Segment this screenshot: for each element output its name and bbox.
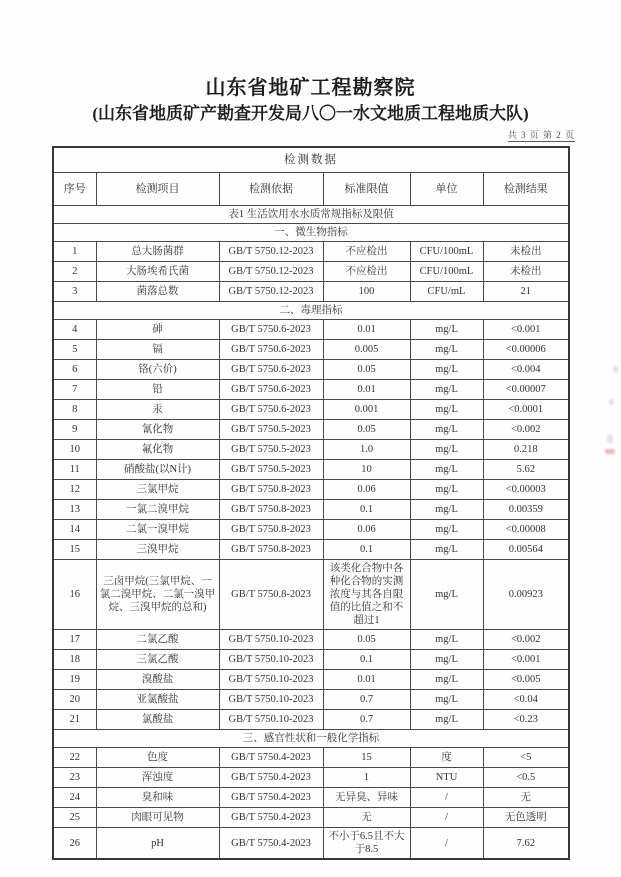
cell-limit: 0.06: [323, 520, 410, 540]
cell-limit: 15: [323, 748, 410, 768]
cell-item: 汞: [96, 400, 219, 420]
cell-no: 10: [53, 440, 96, 460]
cell-method: GB/T 5750.12-2023: [219, 242, 323, 262]
cell-limit: 不应检出: [323, 242, 410, 262]
cell-no: 15: [53, 540, 96, 560]
cell-no: 8: [53, 400, 96, 420]
table-row: [53, 710, 569, 730]
cell-no: 20: [53, 690, 96, 710]
cell-unit: mg/L: [410, 500, 483, 520]
cell-limit: 0.01: [323, 380, 410, 400]
cell-unit: mg/L: [410, 650, 483, 670]
table-subtitle: 表1 生活饮用水水质常规指标及限值: [53, 206, 569, 224]
cell-method: GB/T 5750.8-2023: [219, 520, 323, 540]
cell-method: GB/T 5750.5-2023: [219, 440, 323, 460]
table-row: [53, 650, 569, 670]
cell-item: 菌落总数: [96, 282, 219, 302]
cell-item: 氯酸盐: [96, 710, 219, 730]
cell-result: <0.04: [483, 690, 569, 710]
cell-result: 0.218: [483, 440, 569, 460]
cell-result: <0.00006: [483, 340, 569, 360]
org-subtitle: (山东省地质矿产勘查开发局八〇一水文地质工程地质大队): [92, 104, 529, 123]
cell-item: 二氯一溴甲烷: [96, 520, 219, 540]
cell-method: GB/T 5750.6-2023: [219, 360, 323, 380]
cell-result: <0.001: [483, 650, 569, 670]
cell-unit: mg/L: [410, 520, 483, 540]
cell-item: 肉眼可见物: [96, 808, 219, 828]
section-header-row: [53, 224, 569, 242]
table-title: 检测数据: [53, 147, 569, 173]
cell-result: <0.23: [483, 710, 569, 730]
table-row: [53, 828, 569, 860]
cell-method: GB/T 5750.5-2023: [219, 420, 323, 440]
cell-method: GB/T 5750.6-2023: [219, 380, 323, 400]
cell-method: GB/T 5750.12-2023: [219, 282, 323, 302]
table-row: [53, 630, 569, 650]
section-header: 一、微生物指标: [53, 224, 569, 242]
cell-item: 大肠埃希氏菌: [96, 262, 219, 282]
cell-unit: /: [410, 828, 483, 860]
cell-no: 25: [53, 808, 96, 828]
cell-no: 13: [53, 500, 96, 520]
cell-unit: mg/L: [410, 480, 483, 500]
cell-limit: 无异臭、异味: [323, 788, 410, 808]
table-row: [53, 400, 569, 420]
cell-unit: CFU/mL: [410, 282, 483, 302]
cell-item: 三溴甲烷: [96, 540, 219, 560]
cell-result: <0.0001: [483, 400, 569, 420]
cell-unit: mg/L: [410, 340, 483, 360]
cell-no: 16: [53, 560, 96, 630]
cell-unit: mg/L: [410, 690, 483, 710]
cell-no: 23: [53, 768, 96, 788]
cell-result: 0.00359: [483, 500, 569, 520]
cell-method: GB/T 5750.8-2023: [219, 500, 323, 520]
cell-no: 5: [53, 340, 96, 360]
cell-unit: mg/L: [410, 440, 483, 460]
cell-result: <5: [483, 748, 569, 768]
cell-method: GB/T 5750.6-2023: [219, 320, 323, 340]
cell-unit: mg/L: [410, 320, 483, 340]
column-header-2: 检测依据: [219, 173, 323, 206]
cell-unit: CFU/100mL: [410, 242, 483, 262]
cell-method: GB/T 5750.4-2023: [219, 828, 323, 860]
cell-method: GB/T 5750.4-2023: [219, 748, 323, 768]
cell-no: 4: [53, 320, 96, 340]
cell-result: 0.00923: [483, 560, 569, 630]
cell-unit: mg/L: [410, 670, 483, 690]
cell-no: 2: [53, 262, 96, 282]
cell-no: 26: [53, 828, 96, 860]
cell-item: 溴酸盐: [96, 670, 219, 690]
cell-method: GB/T 5750.10-2023: [219, 710, 323, 730]
cell-method: GB/T 5750.8-2023: [219, 560, 323, 630]
cell-item: 氟化物: [96, 440, 219, 460]
cell-item: 铅: [96, 380, 219, 400]
cell-no: 12: [53, 480, 96, 500]
column-header-3: 标准限值: [323, 173, 410, 206]
cell-result: <0.005: [483, 670, 569, 690]
table-row: [53, 520, 569, 540]
table-title-row: [53, 147, 569, 173]
cell-item: 氰化物: [96, 420, 219, 440]
cell-method: GB/T 5750.12-2023: [219, 262, 323, 282]
cell-no: 21: [53, 710, 96, 730]
cell-limit: 不小于6.5且不大于8.5: [323, 828, 410, 860]
cell-result: 无: [483, 788, 569, 808]
test-data-table: [52, 146, 570, 860]
cell-no: 6: [53, 360, 96, 380]
table-row: [53, 282, 569, 302]
table-row: [53, 500, 569, 520]
cell-limit: 0.01: [323, 670, 410, 690]
column-header-4: 单位: [410, 173, 483, 206]
page-indicator-text: 共 3 页 第 2 页: [507, 130, 575, 140]
table-row: [53, 768, 569, 788]
section-header: 三、感官性状和一般化学指标: [53, 730, 569, 748]
cell-unit: CFU/100mL: [410, 262, 483, 282]
cell-limit: 0.1: [323, 500, 410, 520]
cell-unit: mg/L: [410, 420, 483, 440]
cell-no: 19: [53, 670, 96, 690]
cell-result: <0.002: [483, 420, 569, 440]
cell-method: GB/T 5750.5-2023: [219, 460, 323, 480]
cell-result: <0.002: [483, 630, 569, 650]
cell-result: 21: [483, 282, 569, 302]
cell-unit: NTU: [410, 768, 483, 788]
table-row: [53, 690, 569, 710]
cell-result: 0.00564: [483, 540, 569, 560]
cell-limit: 0.01: [323, 320, 410, 340]
table-row: [53, 262, 569, 282]
cell-no: 24: [53, 788, 96, 808]
table-row: [53, 320, 569, 340]
org-title: 山东省地矿工程勘察院: [205, 77, 416, 99]
cell-item: 三氯乙酸: [96, 650, 219, 670]
table-row: [53, 540, 569, 560]
cell-method: GB/T 5750.10-2023: [219, 690, 323, 710]
cell-no: 3: [53, 282, 96, 302]
table-row: [53, 788, 569, 808]
cell-item: pH: [96, 828, 219, 860]
table-row: [53, 242, 569, 262]
section-header-row: [53, 302, 569, 320]
cell-result: 5.62: [483, 460, 569, 480]
cell-item: 浑浊度: [96, 768, 219, 788]
cell-limit: 10: [323, 460, 410, 480]
cell-method: GB/T 5750.6-2023: [219, 400, 323, 420]
cell-result: <0.5: [483, 768, 569, 788]
cell-method: GB/T 5750.4-2023: [219, 808, 323, 828]
cell-no: 9: [53, 420, 96, 440]
cell-item: 色度: [96, 748, 219, 768]
cell-unit: mg/L: [410, 380, 483, 400]
cell-limit: 不应检出: [323, 262, 410, 282]
column-header-1: 检测项目: [96, 173, 219, 206]
page-indicator: [508, 128, 575, 141]
column-header-row: [53, 173, 569, 206]
cell-limit: 0.7: [323, 690, 410, 710]
cell-result: 未检出: [483, 242, 569, 262]
table-row: [53, 670, 569, 690]
cell-result: <0.00008: [483, 520, 569, 540]
scan-smudge: [607, 434, 613, 444]
cell-item: 臭和味: [96, 788, 219, 808]
cell-item: 镉: [96, 340, 219, 360]
cell-limit: 0.1: [323, 540, 410, 560]
cell-method: GB/T 5750.10-2023: [219, 630, 323, 650]
cell-no: 7: [53, 380, 96, 400]
table-row: [53, 560, 569, 630]
red-stamp-bleed: [605, 449, 615, 454]
cell-limit: 该类化合物中各种化合物的实测浓度与其各自限值的比值之和不超过1: [323, 560, 410, 630]
cell-item: 砷: [96, 320, 219, 340]
cell-item: 三卤甲烷(三氯甲烷、一氯二溴甲烷、二氯一溴甲烷、三溴甲烷的总和): [96, 560, 219, 630]
cell-result: 无色透明: [483, 808, 569, 828]
cell-method: GB/T 5750.10-2023: [219, 650, 323, 670]
section-header: 二、毒理指标: [53, 302, 569, 320]
table-row: [53, 360, 569, 380]
table-subtitle-row: [53, 206, 569, 224]
cell-limit: 0.001: [323, 400, 410, 420]
cell-no: 17: [53, 630, 96, 650]
scan-smudge: [609, 399, 614, 405]
cell-unit: mg/L: [410, 560, 483, 630]
cell-no: 14: [53, 520, 96, 540]
table-row: [53, 460, 569, 480]
cell-item: 三氯甲烷: [96, 480, 219, 500]
document-header: [0, 0, 621, 126]
cell-limit: 0.05: [323, 420, 410, 440]
cell-unit: mg/L: [410, 400, 483, 420]
table-row: [53, 420, 569, 440]
table-row: [53, 748, 569, 768]
cell-method: GB/T 5750.10-2023: [219, 670, 323, 690]
cell-unit: /: [410, 788, 483, 808]
cell-limit: 0.05: [323, 630, 410, 650]
cell-unit: 度: [410, 748, 483, 768]
cell-no: 22: [53, 748, 96, 768]
cell-no: 11: [53, 460, 96, 480]
cell-unit: mg/L: [410, 630, 483, 650]
cell-result: 7.62: [483, 828, 569, 860]
cell-method: GB/T 5750.8-2023: [219, 480, 323, 500]
cell-result: <0.00003: [483, 480, 569, 500]
column-header-5: 检测结果: [483, 173, 569, 206]
column-header-0: 序号: [53, 173, 96, 206]
cell-limit: 无: [323, 808, 410, 828]
scan-smudge: [613, 366, 618, 373]
cell-unit: mg/L: [410, 710, 483, 730]
cell-method: GB/T 5750.4-2023: [219, 768, 323, 788]
cell-limit: 0.06: [323, 480, 410, 500]
cell-no: 18: [53, 650, 96, 670]
cell-method: GB/T 5750.8-2023: [219, 540, 323, 560]
cell-limit: 1.0: [323, 440, 410, 460]
cell-result: <0.004: [483, 360, 569, 380]
cell-result: <0.001: [483, 320, 569, 340]
cell-result: <0.00007: [483, 380, 569, 400]
cell-limit: 0.005: [323, 340, 410, 360]
cell-unit: mg/L: [410, 540, 483, 560]
cell-item: 一氯二溴甲烷: [96, 500, 219, 520]
cell-item: 总大肠菌群: [96, 242, 219, 262]
table-row: [53, 808, 569, 828]
cell-limit: 100: [323, 282, 410, 302]
cell-method: GB/T 5750.4-2023: [219, 788, 323, 808]
cell-item: 硝酸盐(以N计): [96, 460, 219, 480]
section-header-row: [53, 730, 569, 748]
table-row: [53, 340, 569, 360]
cell-no: 1: [53, 242, 96, 262]
cell-item: 二氯乙酸: [96, 630, 219, 650]
cell-item: 铬(六价): [96, 360, 219, 380]
cell-limit: 0.7: [323, 710, 410, 730]
cell-method: GB/T 5750.6-2023: [219, 340, 323, 360]
cell-item: 亚氯酸盐: [96, 690, 219, 710]
cell-result: 未检出: [483, 262, 569, 282]
table-row: [53, 440, 569, 460]
table-row: [53, 380, 569, 400]
cell-limit: 1: [323, 768, 410, 788]
table-row: [53, 480, 569, 500]
cell-unit: /: [410, 808, 483, 828]
cell-limit: 0.1: [323, 650, 410, 670]
cell-limit: 0.05: [323, 360, 410, 380]
cell-unit: mg/L: [410, 360, 483, 380]
cell-unit: mg/L: [410, 460, 483, 480]
